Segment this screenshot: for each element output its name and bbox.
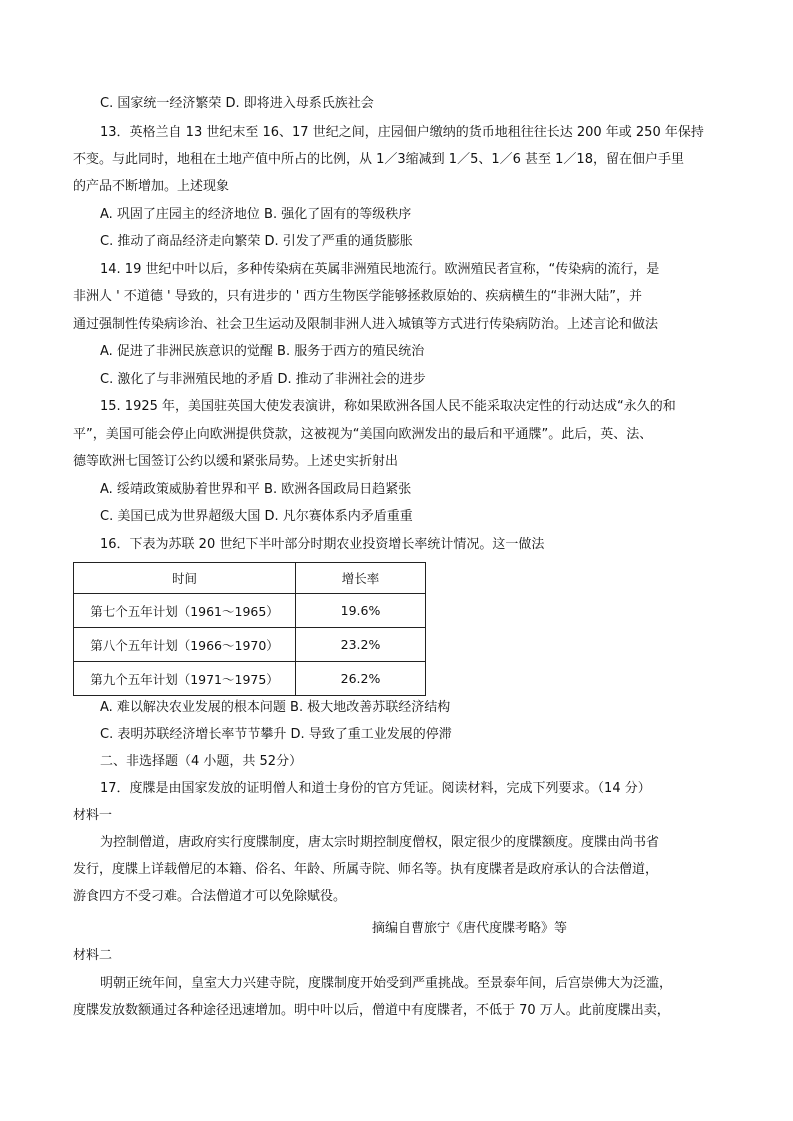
table-cell-period: 第七个五年计划（1961～1965） (74, 594, 296, 628)
question-13-text: 不变。与此同时，地租在土地产值中所占的比例，从 1／3缩减到 1／5、1／6 甚至 1／18，留在佃户手里 (73, 152, 684, 167)
material-text: 明朝正统年间，皇室大力兴建寺院，度牒制度开始受到严重挑战。至景泰年间，后宫崇佛大为泛滥， (100, 976, 673, 991)
question-15-text: 15. 1925 年，美国驻英国大使发表演讲，称如果欧洲各国人民不能采取决定性的行动达成“永久的和 (100, 399, 676, 414)
table-cell-rate: 23.2% (296, 628, 426, 662)
material-text: 发行，度牒上详载僧尼的本籍、俗名、年龄、所属寺院、师名等。执有度牒者是政府承认的合法僧道， (73, 862, 659, 877)
question-17-text: 17．度牒是由国家发放的证明僧人和道士身份的官方凭证。阅读材料，完成下列要求。（14 分） (100, 781, 651, 796)
material-label: 材料二 (73, 948, 113, 963)
growth-rate-table (73, 562, 426, 696)
question-15-text: 平”，美国可能会停止向欧洲提供贷款，这被视为“美国向欧洲发出的最后和平通牒”。此后，英、法、 (73, 427, 653, 442)
question-14-text: 14. 19 世纪中叶以后，多种传染病在英属非洲殖民地流行。欧洲殖民者宣称，“传染病的流行，是 (100, 262, 660, 277)
material-label: 材料一 (73, 808, 113, 823)
table-cell-period: 第九个五年计划（1971～1975） (74, 662, 296, 696)
material-text: 度牒发放数额通过各种途径迅速增加。明中叶以后，僧道中有度牒者，不低于 70 万人。此前度牒出卖， (73, 1003, 670, 1018)
question-13-text: 13．英格兰自 13 世纪末至 16、17 世纪之间，庄园佃户缴纳的货币地租往往长达 200 年或 250 年保持 (100, 125, 704, 140)
question-14-text: 通过强制性传染病诊治、社会卫生运动及限制非洲人进入城镇等方式进行传染病防治。上述言论和做法 (73, 317, 659, 332)
option-line: C. 表明苏联经济增长率节节攀升 D. 导致了重工业发展的停滞 (100, 727, 452, 742)
table-cell-rate: 19.6% (296, 594, 426, 628)
option-line: C. 激化了与非洲殖民地的矛盾 D. 推动了非洲社会的进步 (100, 372, 426, 387)
table-header-rate: 增长率 (296, 563, 426, 594)
table-header-row (74, 563, 426, 594)
source-citation: 摘编自曹旅宁《唐代度牒考略》等 (372, 921, 568, 936)
material-text: 游食四方不受刁难。合法僧道才可以免除赋役。 (73, 889, 347, 904)
table-row (74, 628, 426, 662)
table-row (74, 662, 426, 696)
table-cell-period: 第八个五年计划（1966～1970） (74, 628, 296, 662)
table-header-time: 时间 (74, 563, 296, 594)
table-cell-rate: 26.2% (296, 662, 426, 696)
question-16-text: 16．下表为苏联 20 世纪下半叶部分时期农业投资增长率统计情况。这一做法 (100, 537, 545, 552)
option-line: C. 美国已成为世界超级大国 D. 凡尔赛体系内矛盾重重 (100, 509, 413, 524)
table-row (74, 594, 426, 628)
option-line: A. 巩固了庄园主的经济地位 B. 强化了固有的等级秩序 (100, 207, 412, 222)
option-line: A. 促进了非洲民族意识的觉醒 B. 服务于西方的殖民统治 (100, 344, 425, 359)
question-15-text: 德等欧洲七国签订公约以缓和紧张局势。上述史实折射出 (73, 454, 399, 469)
section-heading: 二、非选择题（4 小题，共 52分） (100, 754, 303, 769)
option-line: C. 国家统一经济繁荣 D. 即将进入母系氏族社会 (100, 96, 374, 111)
option-line: A. 难以解决农业发展的根本问题 B. 极大地改善苏联经济结构 (100, 700, 451, 715)
option-line: C. 推动了商品经济走向繁荣 D. 引发了严重的通货膨胀 (100, 234, 413, 249)
question-14-text: 非洲人 ' 不道德 ' 导致的，只有进步的 ' 西方生物医学能够拯救原始的、疾病横生的“非洲大陆”，并 (73, 289, 642, 304)
material-text: 为控制僧道，唐政府实行度牒制度，唐太宗时期控制度僧权，限定很少的度牒额度。度牒由尚书省 (100, 835, 660, 850)
option-line: A. 绥靖政策威胁着世界和平 B. 欧洲各国政局日趋紧张 (100, 482, 412, 497)
question-13-text: 的产品不断增加。上述现象 (73, 179, 230, 194)
